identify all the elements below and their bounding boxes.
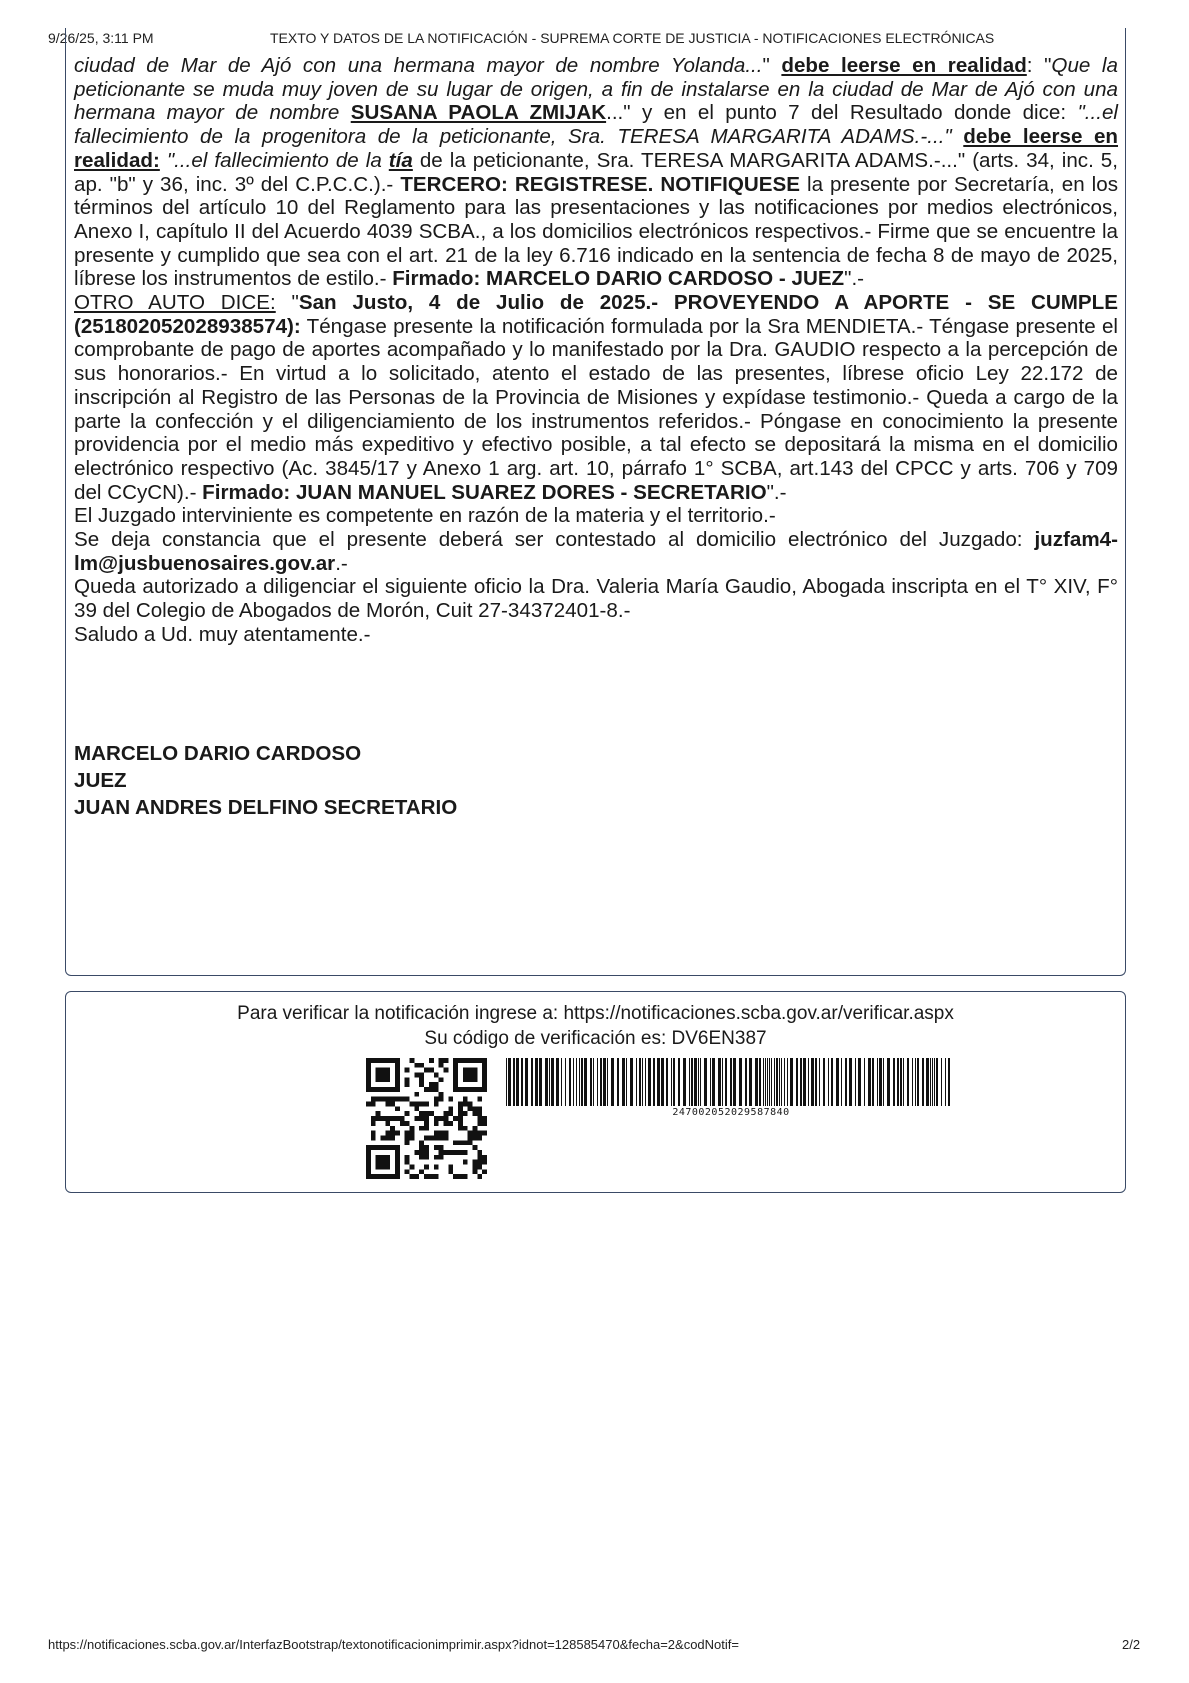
verification-url-text: Para verificar la notificación ingrese a: https://notificaciones.scba.gov.ar/verificar.aspx [237, 1003, 954, 1024]
signature-block [74, 740, 1118, 821]
paragraph-contact: Se deja constancia que el presente deberá ser contestado al domicilio electrónico del Juzgado: juzfam4-lm@jusbuenosaires.gov.ar.- [74, 528, 1118, 575]
page-number: 2/2 [1122, 1637, 1141, 1652]
qr-code-icon [366, 1058, 487, 1179]
paragraph-closing: Saludo a Ud. muy atentamente.- [74, 622, 371, 646]
print-url: https://notificaciones.scba.gov.ar/InterfazBootstrap/textonotificacionimprimir.aspx?idnot=128585470&fecha=2&codNotif= [48, 1637, 739, 1652]
paragraph-otro-auto: OTRO AUTO DICE: "San Justo, 4 de Julio de 2025.- PROVEYENDO A APORTE - SE CUMPLE (251802052028938574): Téngase presente la notificación formulada por la Sra MENDIETA.- Téngase presente el comprobante de pago de aportes acompañado y lo manifestado por la Dra. GAUDIO respecto a la percepción de sus honorarios.- En virtud a lo solicitado, atento el estado de las presentes, líbrese oficio Ley 22.172 de inscripción al Registro de las Personas de la Provincia de Misiones y expídase testimonio.- Queda a cargo de la parte la confección y el diligenciamiento de los instrumentos referidos.- Póngase en conocimiento la presente providencia por el medio más expeditivo y efectivo posible, a tal efecto se depositará la misma en el domicilio electrónico respectivo (Ac. 3845/17 y Anexo 1 arg. art. 10, párrafo 1° SCBA, art.143 del CPCC y arts. 706 y 709 del CCyCN).- Firmado: JUAN MANUEL SUAREZ DORES - SECRETARIO".- [74, 291, 1118, 504]
signature-line: MARCELO DARIO CARDOSO [74, 741, 362, 765]
notification-body [74, 54, 1118, 821]
print-date: 9/26/25, 3:11 PM [48, 30, 154, 46]
signature-line: JUAN ANDRES DELFINO SECRETARIO [74, 795, 458, 819]
verification-code-text: Su código de verificación es: DV6EN387 [424, 1028, 767, 1049]
barcode-icon [506, 1058, 956, 1106]
paragraph-competence: El Juzgado interviniente es competente en razón de la materia y el territorio.- [74, 504, 776, 528]
verification-box [65, 991, 1126, 1193]
court-email: juzfam4-lm@jusbuenosaires.gov.ar [74, 528, 1118, 575]
paragraph-correction: ciudad de Mar de Ajó con una hermana mayor de nombre Yolanda..." debe leerse en realidad: "Que la peticionante se muda muy joven de su lugar de origen, a fin de instalarse en la ciudad de Mar de Ajó con una hermana mayor de nombre SUSANA PAOLA ZMIJAK..." y en el punto 7 del Resultado donde dice: "...el fallecimiento de la progenitora de la peticionante, Sra. TERESA MARGARITA ADAMS.-..." debe leerse en realidad: "...el fallecimiento de la tía de la peticionante, Sra. TERESA MARGARITA ADAMS.-..." (arts. 34, inc. 5, ap. "b" y 36, inc. 3º del C.P.C.C.).- TERCERO: REGISTRESE. NOTIFIQUESE la presente por Secretaría, en los términos del artículo 10 del Reglamento para las presentaciones y las notificaciones por medios electrónicos, Anexo I, capítulo II del Acuerdo 4039 SCBA., a los domicilios electrónicos respectivos.- Firme que se encuentre la presente y cumplido que sea con el art. 21 de la ley 6.716 indicado en la sentencia de fecha 8 de mayo de 2025, líbrese los instrumentos de estilo.- Firmado: MARCELO DARIO CARDOSO - JUEZ".- [74, 54, 1119, 291]
paragraph-authorization: Queda autorizado a diligenciar el siguiente oficio la Dra. Valeria María Gaudio, Abogada inscripta en el T° XIV, F° 39 del Colegio de Abogados de Morón, Cuit 27-34372401-8.- [74, 575, 1118, 623]
barcode-number: 247002052029587840 [672, 1107, 790, 1118]
signature-line: JUEZ [74, 768, 127, 792]
print-title: TEXTO Y DATOS DE LA NOTIFICACIÓN - SUPREMA CORTE DE JUSTICIA - NOTIFICACIONES ELECTRÓNICAS [270, 30, 995, 46]
